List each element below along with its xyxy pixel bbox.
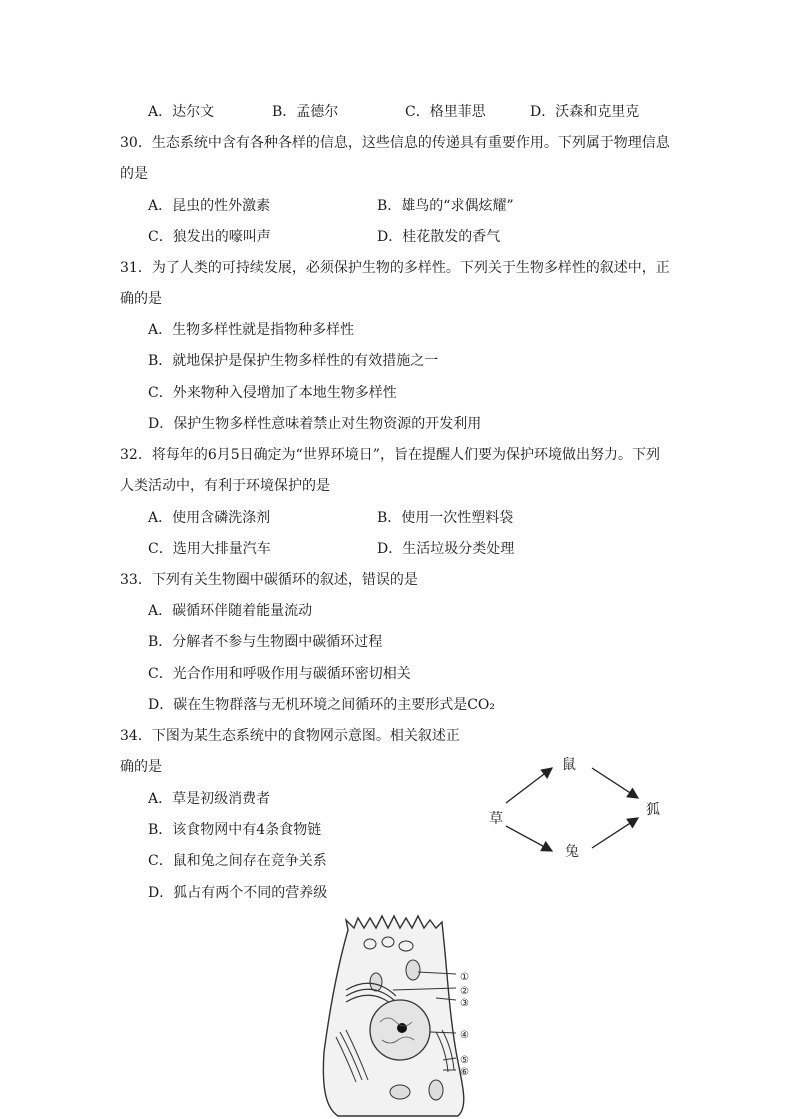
q30-option-a: A．昆虫的性外激素: [148, 198, 271, 214]
q30-option-c: C．狼发出的嚎叫声: [148, 229, 271, 245]
arrow-mouse-to-fox: [592, 768, 638, 798]
q32-stem-line1: 32．将每年的6月5日确定为“世界环境日”，旨在提醒人们要为保护环境做出努力。下列: [120, 447, 660, 463]
q29-option-c: C．格里菲思: [405, 104, 486, 120]
q29-option-b: B．孟德尔: [272, 104, 339, 120]
q30-stem-line2: 的是: [120, 166, 148, 182]
q32-option-b: B．使用一次性塑料袋: [377, 510, 514, 526]
q32-option-d: D．生活垃圾分类处理: [377, 541, 515, 557]
cell-label-5: ⑤: [460, 1055, 469, 1066]
q32-stem-line2: 人类活动中，有利于环境保护的是: [120, 478, 330, 494]
q33-stem: 33．下列有关生物圈中碳循环的叙述，错误的是: [120, 572, 418, 588]
foodweb-mouse: 鼠: [562, 757, 576, 773]
q34-stem-line2: 确的是: [120, 759, 162, 775]
q33-option-a: A．碳循环伴随着能量流动: [148, 603, 313, 619]
q29-option-d: D．沃森和克里克: [530, 104, 640, 120]
q31-stem-line2: 确的是: [120, 291, 162, 307]
foodweb-fox: 狐: [646, 802, 660, 818]
cell-label-1: ①: [460, 972, 469, 983]
q33-option-c: C．光合作用和呼吸作用与碳循环密切相关: [148, 666, 411, 682]
arrow-grass-to-rabbit: [506, 826, 552, 851]
q30-option-d: D．桂花散发的香气: [377, 229, 501, 245]
cell-label-2: ②: [460, 986, 469, 997]
q31-option-a: A．生物多样性就是指物种多样性: [148, 322, 355, 338]
q34-option-d: D．狐占有两个不同的营养级: [148, 885, 328, 901]
cell-label-6: ⑥: [460, 1067, 469, 1078]
q31-option-d: D．保护生物多样性意味着禁止对生物资源的开发利用: [148, 416, 482, 432]
q34-option-c: C．鼠和兔之间存在竞争关系: [148, 853, 327, 869]
q34-option-b: B．该食物网中有4条食物链: [148, 822, 322, 838]
q30-option-b: B．雄鸟的“求偶炫耀”: [377, 198, 514, 214]
q30-stem-line1: 30．生态系统中含有各种各样的信息，这些信息的传递具有重要作用。下列属于物理信息: [120, 135, 670, 151]
cell-label-4: ④: [460, 1030, 469, 1041]
q29-option-a: A．达尔文: [148, 104, 215, 120]
foodweb-rabbit: 兔: [565, 844, 579, 860]
q32-option-c: C．选用大排量汽车: [148, 541, 271, 557]
foodweb-grass: 草: [489, 811, 503, 827]
q33-option-d: D．碳在生物群落与无机环境之间循环的主要形式是CO₂: [148, 697, 496, 713]
q31-option-b: B．就地保护是保护生物多样性的有效措施之一: [148, 353, 439, 369]
cell-label-3: ③: [460, 998, 469, 1009]
q34-option-a: A．草是初级消费者: [148, 791, 271, 807]
arrow-grass-to-mouse: [506, 768, 552, 803]
q34-stem-line1: 34．下图为某生态系统中的食物网示意图。相关叙述正: [120, 728, 460, 744]
q31-option-c: C．外来物种入侵增加了本地生物多样性: [148, 385, 397, 401]
q33-option-b: B．分解者不参与生物圈中碳循环过程: [148, 634, 383, 650]
q31-stem-line1: 31．为了人类的可持续发展，必须保护生物的多样性。下列关于生物多样性的叙述中，正: [120, 260, 670, 276]
arrow-rabbit-to-fox: [592, 818, 638, 848]
animal-cell-diagram: [318, 912, 498, 1117]
q32-option-a: A．使用含磷洗涤剂: [148, 510, 271, 526]
